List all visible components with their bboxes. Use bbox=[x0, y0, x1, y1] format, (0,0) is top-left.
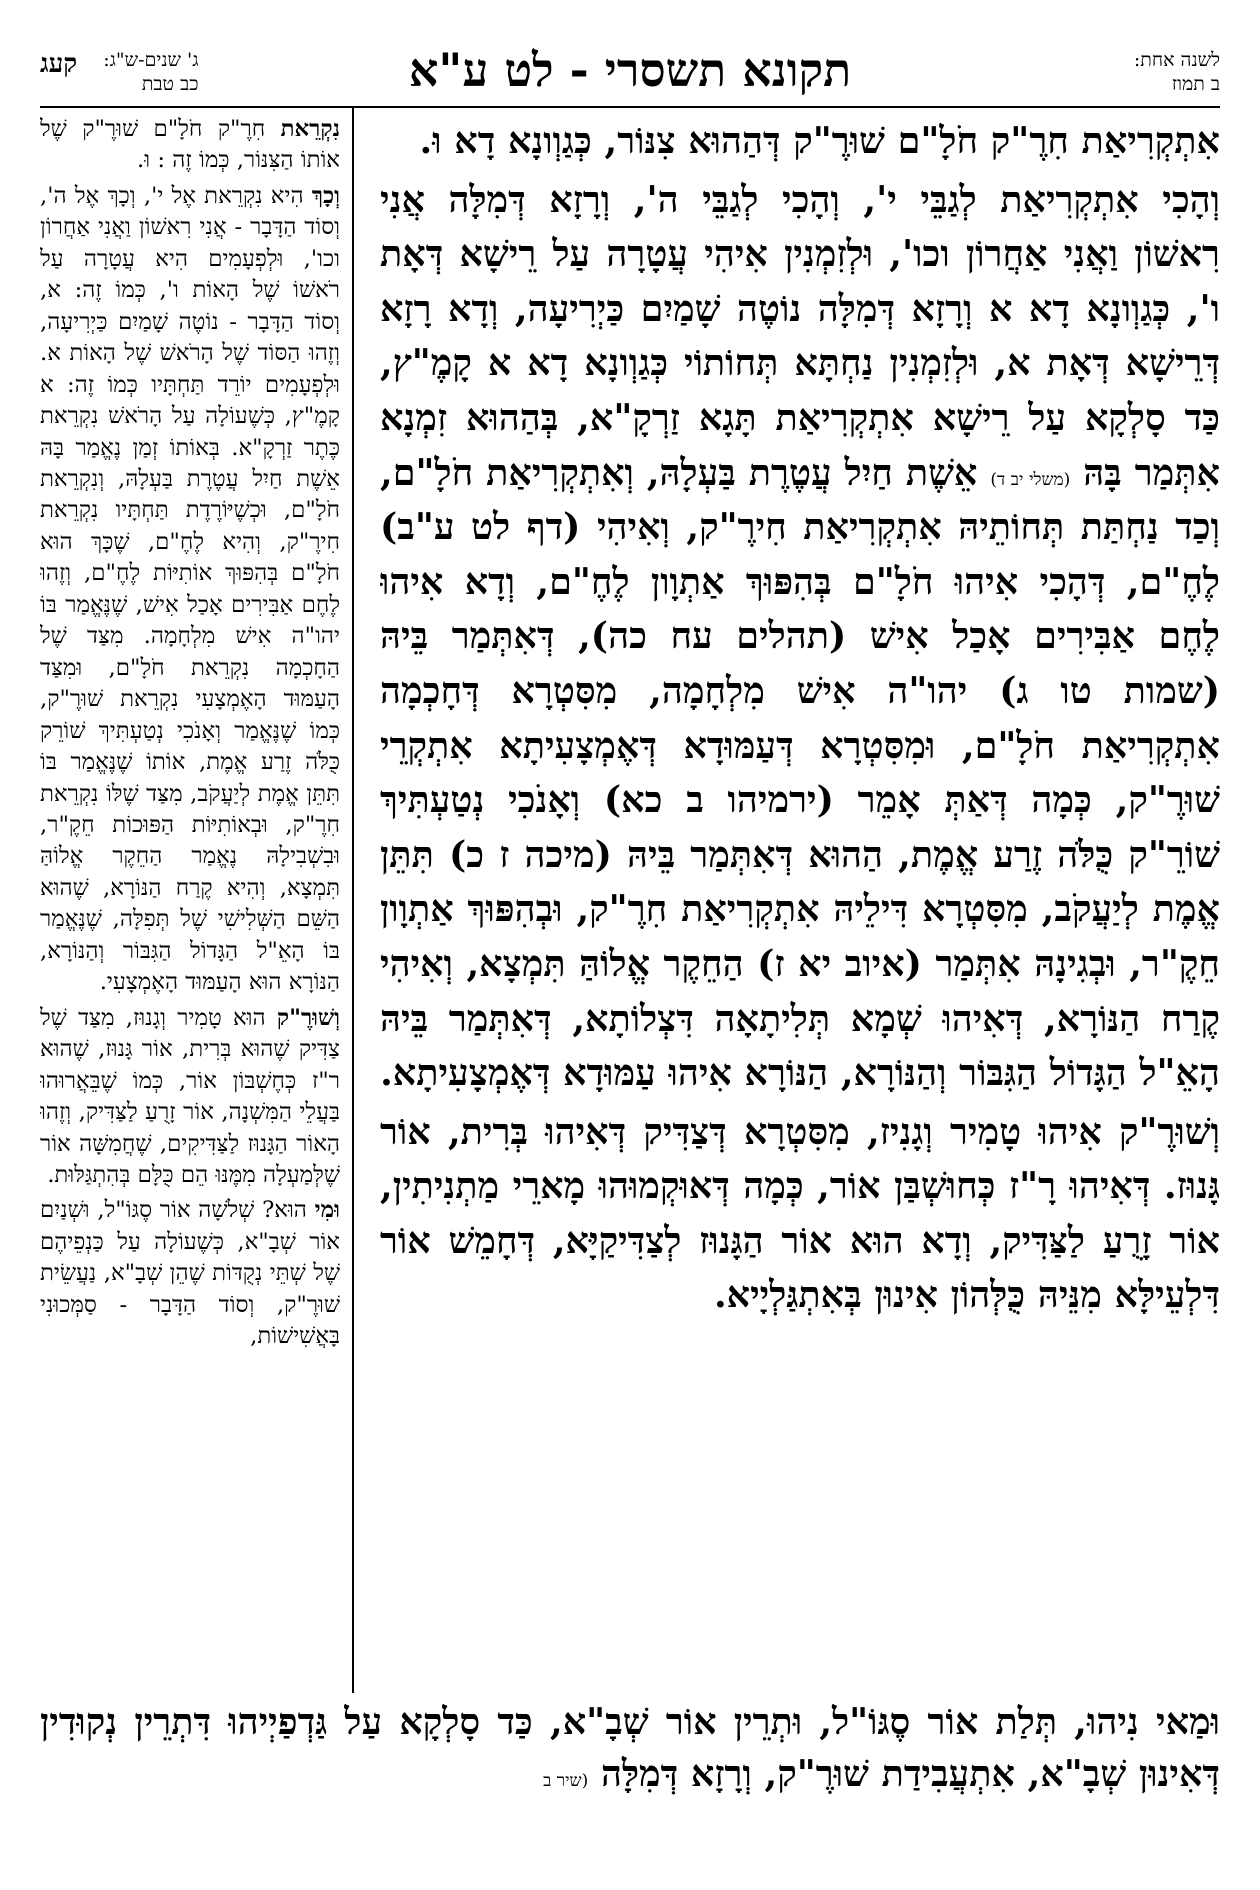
commentary-lead-word: נִקְרֵאת bbox=[280, 116, 340, 142]
commentary-lead-word: וּמִי bbox=[314, 1197, 340, 1224]
header-left-text bbox=[103, 48, 198, 96]
header-divider bbox=[40, 106, 1220, 108]
commentary-text: חִרֶ"ק חֹלָ"ם שׁוּרֶ"ק שֶׁל אוֹתוֹ הַצִּנּוֹר, כְּמוֹ זֶה : וּ. bbox=[40, 116, 340, 174]
main-paragraph-1-text: אִתְקְרִיאַת חִרֶ"ק חֹלָ"ם שׁוּרֶ"ק דְּהַהוּא צִנּוֹר, כְּגַוְונָא דָא וּ. bbox=[419, 119, 1220, 162]
bottom-text: וּמַאי נִיהוּ, תְּלַת אוֹר סֶגּוֹ"ל, וּתְרֵין אוֹר שְׁבָ"א, כַּד סָלְקָא עַל גַּדְפַיְיהוּ דִּתְרֵין נְקוּדִין דְּאִינוּן שְׁבָ"א, אִתְעֲבִידַת שׁוּרֶ"ק, וְרָזָא דְּמִלָּה bbox=[40, 1700, 1220, 1795]
main-paragraph-2-rest: אֵשֶׁת חַיִל עֲטֶרֶת בַּעְלָהּ, וְאִתְקְרִיאַת חֹלָ"ם, וְכַד נַחְתַּת תְּחוֹתֵיהּ אִתְקְרִיאַת חִירֶ"ק, וְאִיהִי (דף לט ע"ב) לֶחֶ"ם, דְּהָכִי אִיהוּ חֹלָ"ם בְּהִפּוּךְ אַתְוָון לֶחֶ"ם, וְדָא אִיהוּ לֶחֶם אַבִּירִים אָכַל אִישׁ (תהלים עח כה), דְּאִתְּמַר בֵּיהּ (שמות טו ג) יהו"ה אִישׁ מִלְחָמָה, מִסִּטְרָא דְּחָכְמָה אִתְקְרִיאַת חֹלָ"ם, וּמִסִּטְרָא דְּעַמּוּדָא דְּאֶמְצָעִיתָא אִתְקְרֵי שׁוּרֶ"ק, כְּמָה דְּאַתְּ אָמֵר (ירמיהו ב כא) וְאָנֹכִי נְטַעְתִּיךְ שׁוֹרֵ"ק כֻּלֹּה זֶרַע אֱמֶת, הַהוּא דְּאִתְּמַר בֵּיהּ (מיכה ז כ) תִּתֵּן אֱמֶת לְיַעֲקֹב, מִסִּטְרָא דִּילֵיהּ אִתְקְרִיאַת חִרֶ"ק, וּבְהִפּוּךְ אַתְוָון חֵקֶ"ר, וּבְגִינָהּ אִתְּמַר (איוב יא ז) הַחֵקֶר אֱלוֹהַּ תִּמְצָא, וְאִיהִי קֶרַח הַנּוֹרָא, דְּאִיהוּ שְׁמָא תְּלִיתָאָה דִּצְלוֹתָא, דְּאִתְּמַר בֵּיהּ הָאֵ"ל הַגָּדוֹל הַגִּבּוֹר וְהַנּוֹרָא, הַנּוֹרָא אִיהוּ עַמּוּדָא דְּאֶמְצָעִיתָא. bbox=[380, 450, 1220, 1095]
column-divider bbox=[352, 108, 354, 1693]
bottom-text-block bbox=[40, 1696, 1220, 1846]
header-right-line1: לשנה אחת: bbox=[1133, 49, 1220, 71]
page-header bbox=[40, 40, 1220, 106]
header-left-line2: כב טבת bbox=[141, 73, 199, 95]
commentary-paragraph-2 bbox=[40, 181, 340, 999]
commentary-text: הוּא טָמִיר וְגָנוּז, מִצַּד שֶׁל צַדִּיק שֶׁהוּא בְּרִית, אוֹר גָּנוּז, שֶׁהוּא ר"ז כְּחֶשְׁבּוֹן אוֹר, כְּמוֹ שֶׁבֵּאֲרוּהוּ בַּעֲלֵי הַמִּשְׁנָה, אוֹר זָרֻעַ לַצַּדִּיק, וְזֶהוּ הָאוֹר הַגָּנוּז לַצַּדִּיקִים, שֶׁחֲמִשָּׁה אוֹר שֶׁלְּמַעְלָה מִמֶּנּוּ הֵם כֻּלָּם בְּהִתְגַּלּוּת. bbox=[40, 1004, 340, 1188]
commentary-text: הִיא נִקְרֵאת אֶל י', וְכָךְ אֶל ה', וְסוֹד הַדָּבָר - אֲנִי רִאשׁוֹן וַאֲנִי אַחֲרוֹן וכו', וּלְפְעָמִים הִיא עֲטָרָה עַל רֹאשׁוֹ שֶׁל הָאוֹת ו', כְּמוֹ זֶה: א, וְסוֹד הַדָּבָר - נוֹטֶה שָׁמַיִם כַּיְרִיעָה, וְזֶהוּ הַסּוֹד שֶׁל הָרֹאשׁ שֶׁל הָאוֹת א. וּלְפְעָמִים יוֹרֵד תַּחְתָּיו כְּמוֹ זֶה: א קָמֶ"ץ, כְּשֶׁעוֹלָה עַל הָרֹאשׁ נִקְרֵאת כֶּתֶר זַרְקָ"א. בְּאוֹתוֹ זְמַן נֶאֱמַר בָּהּ אֵשֶׁת חַיִל עֲטֶרֶת בַּעְלָהּ, וְנִקְרֵאת חֹלָ"ם, וּכְשֶׁיּוֹרֶדֶת תַּחְתָּיו נִקְרֵאת חִירֶ"ק, וְהִיא לֶחֶ"ם, שֶׁכָּךְ הוּא חֹלָ"ם בְּהִפּוּךְ אוֹתִיּוֹת לֶחֶ"ם, וְזֶהוּ לֶחֶם אַבִּירִים אָכַל אִישׁ, שֶׁנֶּאֱמַר בּוֹ יהו"ה אִישׁ מִלְחָמָה. מִצַּד שֶׁל הַחָכְמָה נִקְרֵאת חֹלָ"ם, וּמִצַּד הָעַמּוּד הָאֶמְצָעִי נִקְרֵאת שׁוּרֶ"ק, כְּמוֹ שֶׁנֶּאֱמַר וְאָנֹכִי נְטַעְתִּיךְ שׁוֹרֵק כֻּלֹּה זֶרַע אֱמֶת, אוֹתוֹ שֶׁנֶּאֱמַר בּוֹ תִּתֵּן אֱמֶת לְיַעֲקֹב, מִצַּד שֶׁלּוֹ נִקְרֵאת חִרֶ"ק, וּבְאוֹתִיּוֹת הַפּוּכוֹת חֵקֶ"ר, וּבִשְׁבִילָהּ נֶאֱמַר הַחֵקֶר אֱלוֹהַּ תִּמְצָא, וְהִיא קֶרַח הַנּוֹרָא, שֶׁהוּא הַשֵּׁם הַשְּׁלִישִׁי שֶׁל תְּפִלָּה, שֶׁנֶּאֱמַר בּוֹ הָאֵ"ל הַגָּדוֹל הַגִּבּוֹר וְהַנּוֹרָא, הַנּוֹרָא הוּא הָעַמּוּד הָאֶמְצָעִי. bbox=[40, 182, 340, 996]
commentary-paragraph-1 bbox=[40, 114, 340, 177]
header-right-line2: ב תמוז bbox=[1171, 73, 1220, 95]
commentary-lead-word: וְכָךְ bbox=[311, 182, 340, 209]
commentary-column bbox=[40, 114, 340, 1692]
page-number: קעג bbox=[40, 49, 78, 79]
main-paragraph-3-text: וְשׁוּרֶ"ק אִיהוּ טָמִיר וְגָנִיז, מִסִּטְרָא דְּצַדִּיק דְּאִיהוּ בְּרִית, אוֹר גָּנוּז. דְּאִיהוּ רָ"ז כְּחוּשְׁבַּן אוֹר, כְּמָה דְּאוּקְמוּהוּ מָארֵי מַתְנִיתִין, אוֹר זָרֻעַ לַצַּדִּיק, וְדָא הוּא אוֹר הַגָּנוּז לְצַדִּיקַיָּא, דְּחָמֵשׁ אוֹר דִּלְעֵילָּא מִנֵּיהּ כֻּלְּהוֹן אִינוּן בְּאִתְגַּלְיָיא. bbox=[380, 1109, 1220, 1317]
page-title: תקונא תשסרי - לט ע"א bbox=[408, 43, 852, 97]
main-paragraph-1 bbox=[380, 114, 1220, 169]
bottom-citation: (שיר ב bbox=[543, 1770, 589, 1791]
main-paragraph-2 bbox=[380, 173, 1220, 1101]
commentary-paragraph-3 bbox=[40, 1003, 340, 1192]
commentary-text: הוּא? שְׁלֹשָׁה אוֹר סֶגּוֹ"ל, וּשְׁנַיִם אוֹר שְׁבָ"א, כְּשֶׁעוֹלָה עַל כַּנְפֵיהֶם שֶׁל שְׁתֵּי נְקֻדּוֹת שֶׁהֵן שְׁבָ"א, נַעֲשֵׂית שׁוּרֶ"ק, וְסוֹד הַדָּבָר - סַמְּכוּנִי בָּאֲשִׁישׁוֹת, bbox=[40, 1197, 340, 1350]
header-left-info bbox=[40, 48, 199, 96]
main-paragraph-2-text: וְהָכִי אִתְקְרִיאַת לְגַבֵּי י', וְהָכִי לְגַבֵּי ה', וְרָזָא דְּמִלָּה אֲנִי רִאשׁוֹן וַאֲנִי אַחֲרוֹן וכו', וּלְזִמְנִין אִיהִי עֲטָרָה עַל רֵישָׁא דְּאָת ו', כְּגַוְונָא דָא א וְרָזָא דְּמִלָּה נוֹטֶה שָׁמַיִם כַּיְרִיעָה, וְדָא רָזָא דְּרֵישָׁא דְּאָת א, וּלְזִמְנִין נַחְתָּא תְּחוֹתוֹי כְּגַוְונָא דָא א קָמֶ"ץ, כַּד סָלְקָא עַל רֵישָׁא אִתְקְרִיאַת תָּגָא זַרְקָ"א, בְּהַהוּא זִמְנָא אִתְּמַר בָּהּ bbox=[380, 177, 1220, 494]
header-left-line1: ג' שנים-ש"ג: bbox=[103, 49, 199, 71]
commentary-paragraph-4 bbox=[40, 1195, 340, 1352]
commentary-lead-word: וְשׁוּרֶ"ק bbox=[276, 1004, 340, 1031]
main-citation: (משלי יב ד) bbox=[990, 469, 1071, 490]
main-text-column bbox=[380, 114, 1220, 1692]
main-paragraph-3 bbox=[380, 1105, 1220, 1323]
